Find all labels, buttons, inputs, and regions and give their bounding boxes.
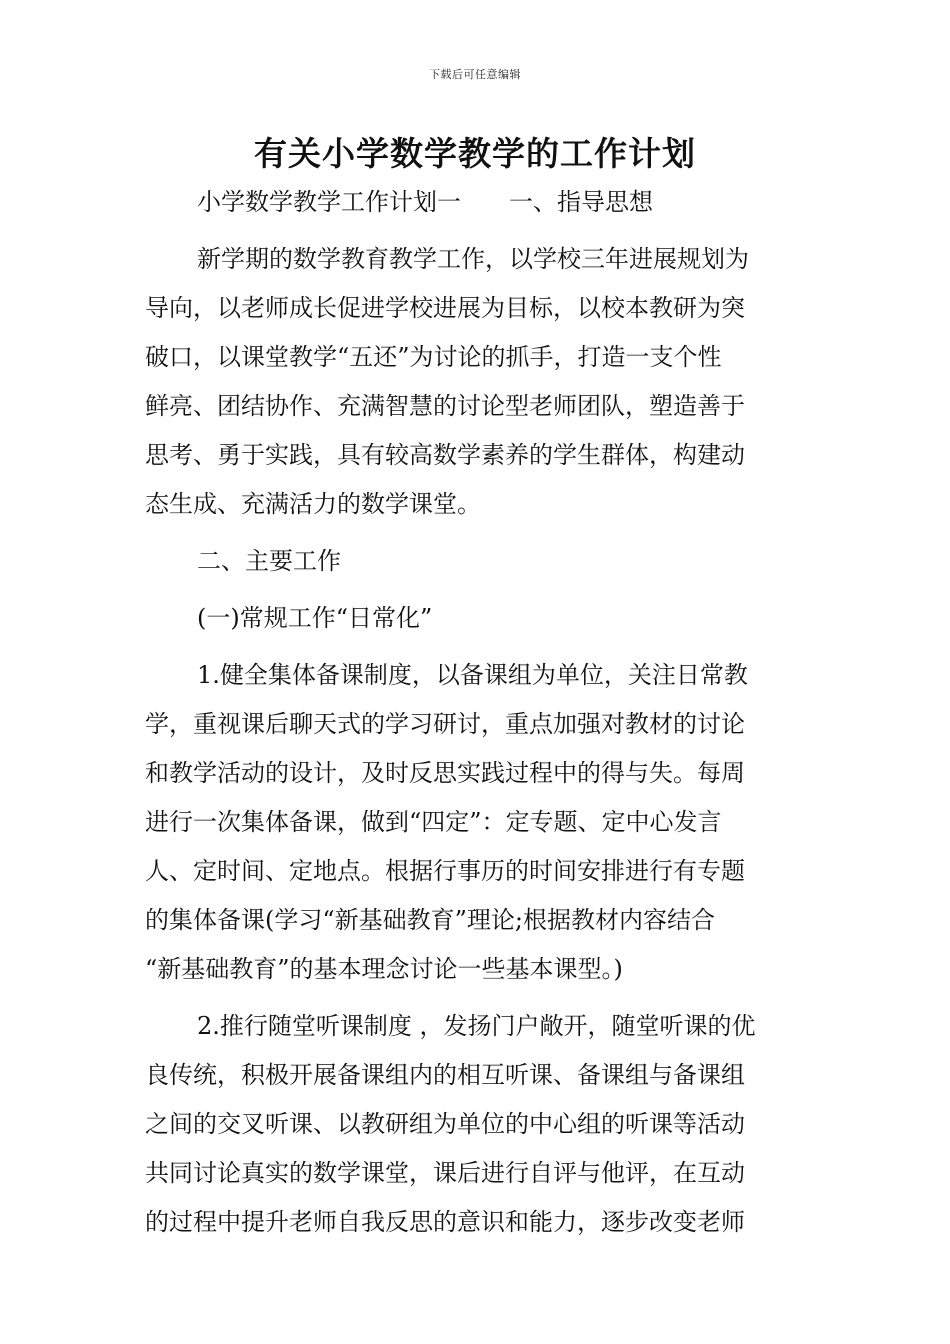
subheading-line	[145, 178, 805, 227]
paragraph-line: 思考、勇于实践，具有较高数学素养的学生群体，构建动	[145, 441, 745, 469]
document-body	[145, 178, 805, 1247]
paragraph-line: 破口，以课堂教学“五还”为讨论的抓手，打造一支个性	[145, 343, 722, 371]
paragraph-line: 的集体备课(学习“新基础教育”理论;根据教材内容结合	[145, 906, 715, 934]
paragraph-line: 学，重视课后聊天式的学习研讨，重点加强对教材的讨论	[145, 710, 745, 738]
document-title: 有关小学数学教学的工作计划	[254, 134, 696, 173]
paragraph-line: 进行一次集体备课，做到“四定”：定专题、定中心发言	[145, 808, 722, 836]
paragraph-line: 2.推行随堂听课制度 ，发扬门户敞开，随堂听课的优	[197, 1012, 756, 1040]
paragraph-line: 态生成、充满活力的数学课堂。	[145, 490, 481, 518]
section-heading-guiding-thought: 一、指导思想	[509, 188, 653, 216]
header-note: 下载后可任意编辑	[429, 68, 521, 81]
paragraph-line: 鲜亮、团结协作、充满智慧的讨论型老师团队，塑造善于	[145, 392, 745, 420]
plan-subtitle: 小学数学教学工作计划一	[197, 188, 461, 216]
subsection-heading-routine: (一)常规工作“日常化”	[197, 604, 433, 632]
paragraph-line: 共同讨论真实的数学课堂，课后进行自评与他评，在互动	[145, 1159, 745, 1187]
paragraph-line: 之间的交叉听课、以教研组为单位的中心组的听课等活动	[145, 1110, 745, 1138]
paragraph-line: 新学期的数学教育教学工作，以学校三年进展规划为	[197, 245, 749, 273]
paragraph-line: 的过程中提升老师自我反思的意识和能力，逐步改变老师	[145, 1208, 745, 1236]
paragraph-line: “新基础教育”的基本理念讨论一些基本课型。)	[145, 955, 623, 983]
section-heading-main-work: 二、主要工作	[197, 547, 341, 575]
paragraph-line: 和教学活动的设计，及时反思实践过程中的得与失。每周	[145, 759, 745, 787]
paragraph-line: 良传统，积极开展备课组内的相互听课、备课组与备课组	[145, 1061, 745, 1089]
paragraph-line: 导向，以老师成长促进学校进展为目标，以校本教研为突	[145, 294, 745, 322]
paragraph-line: 1.健全集体备课制度，以备课组为单位，关注日常教	[197, 661, 748, 689]
paragraph-line: 人、定时间、定地点。根据行事历的时间安排进行有专题	[145, 857, 745, 885]
